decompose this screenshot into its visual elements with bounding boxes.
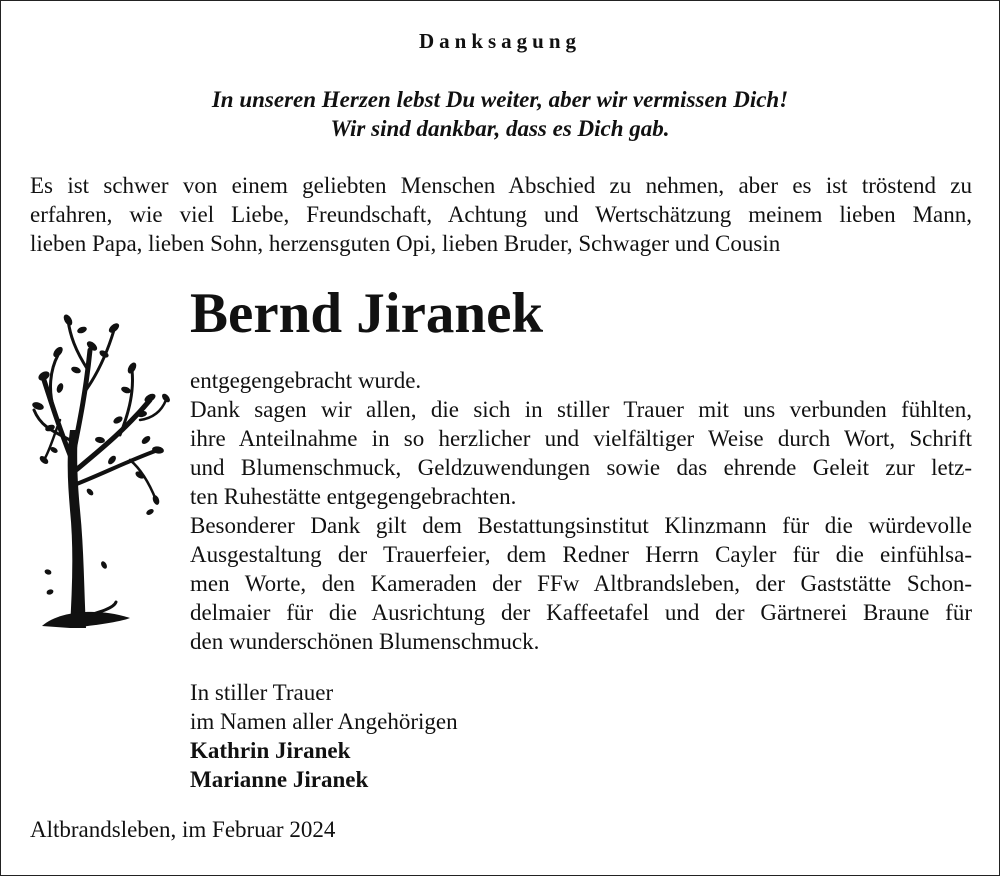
body-line: men Worte, den Kameraden der FFw Altbrandsleben, der Gaststätte Schon-: [190, 571, 972, 596]
body-line: ihre Anteilnahme in so herzlicher und vielfältiger Weise durch Wort, Schrift: [190, 426, 972, 451]
body-text: [190, 366, 972, 656]
closing-block: [190, 678, 890, 794]
motto-line: Wir sind dankbar, dass es Dich gab.: [330, 116, 670, 141]
body-line: Dank sagen wir allen, die sich in stiller Trauer mit uns verbunden fühlten,: [190, 397, 972, 422]
closing-line: In stiller Trauer: [190, 680, 334, 705]
body-line: delmaier für die Ausrichtung der Kaffeetafel und der Gärtnerei Braune für: [190, 600, 972, 625]
body-line: ten Ruhestätte entgegengebrachten.: [190, 484, 517, 509]
intro-text: [30, 171, 972, 258]
intro-line: erfahren, wie viel Liebe, Freundschaft, Achtung und Wertschätzung meinem lieben Mann,: [30, 202, 972, 227]
intro-line: lieben Papa, lieben Sohn, herzensguten Opi, lieben Bruder, Schwager und Cousin: [30, 231, 781, 256]
place-and-date: Altbrandsleben, im Februar 2024: [30, 817, 336, 842]
closing-line: im Namen aller Angehörigen: [190, 709, 458, 734]
body-line: und Blumenschmuck, Geldzuwendungen sowie das ehrende Geleit zur letz-: [190, 455, 972, 480]
body-line: den wunderschönen Blumenschmuck.: [190, 629, 540, 654]
body-line: Besonderer Dank gilt dem Bestattungsinstitut Klinzmann für die würdevolle: [190, 513, 972, 538]
deceased-name: Bernd Jiranek: [190, 282, 544, 345]
intro-line: Es ist schwer von einem geliebten Menschen Abschied zu nehmen, aber es ist tröstend zu: [30, 173, 972, 198]
signer-name: Kathrin Jiranek: [190, 738, 351, 763]
body-line: entgegengebracht wurde.: [190, 368, 422, 393]
motto-line: In unseren Herzen lebst Du weiter, aber wir vermissen Dich!: [211, 87, 789, 112]
tree-with-falling-leaves-icon: [30, 310, 170, 630]
signer-name: Marianne Jiranek: [190, 767, 369, 792]
motto: [0, 85, 1000, 143]
heading: Danksagung: [418, 29, 582, 53]
body-line: Ausgestaltung der Trauerfeier, dem Redner Herrn Cayler für die einfühlsa-: [190, 542, 972, 567]
